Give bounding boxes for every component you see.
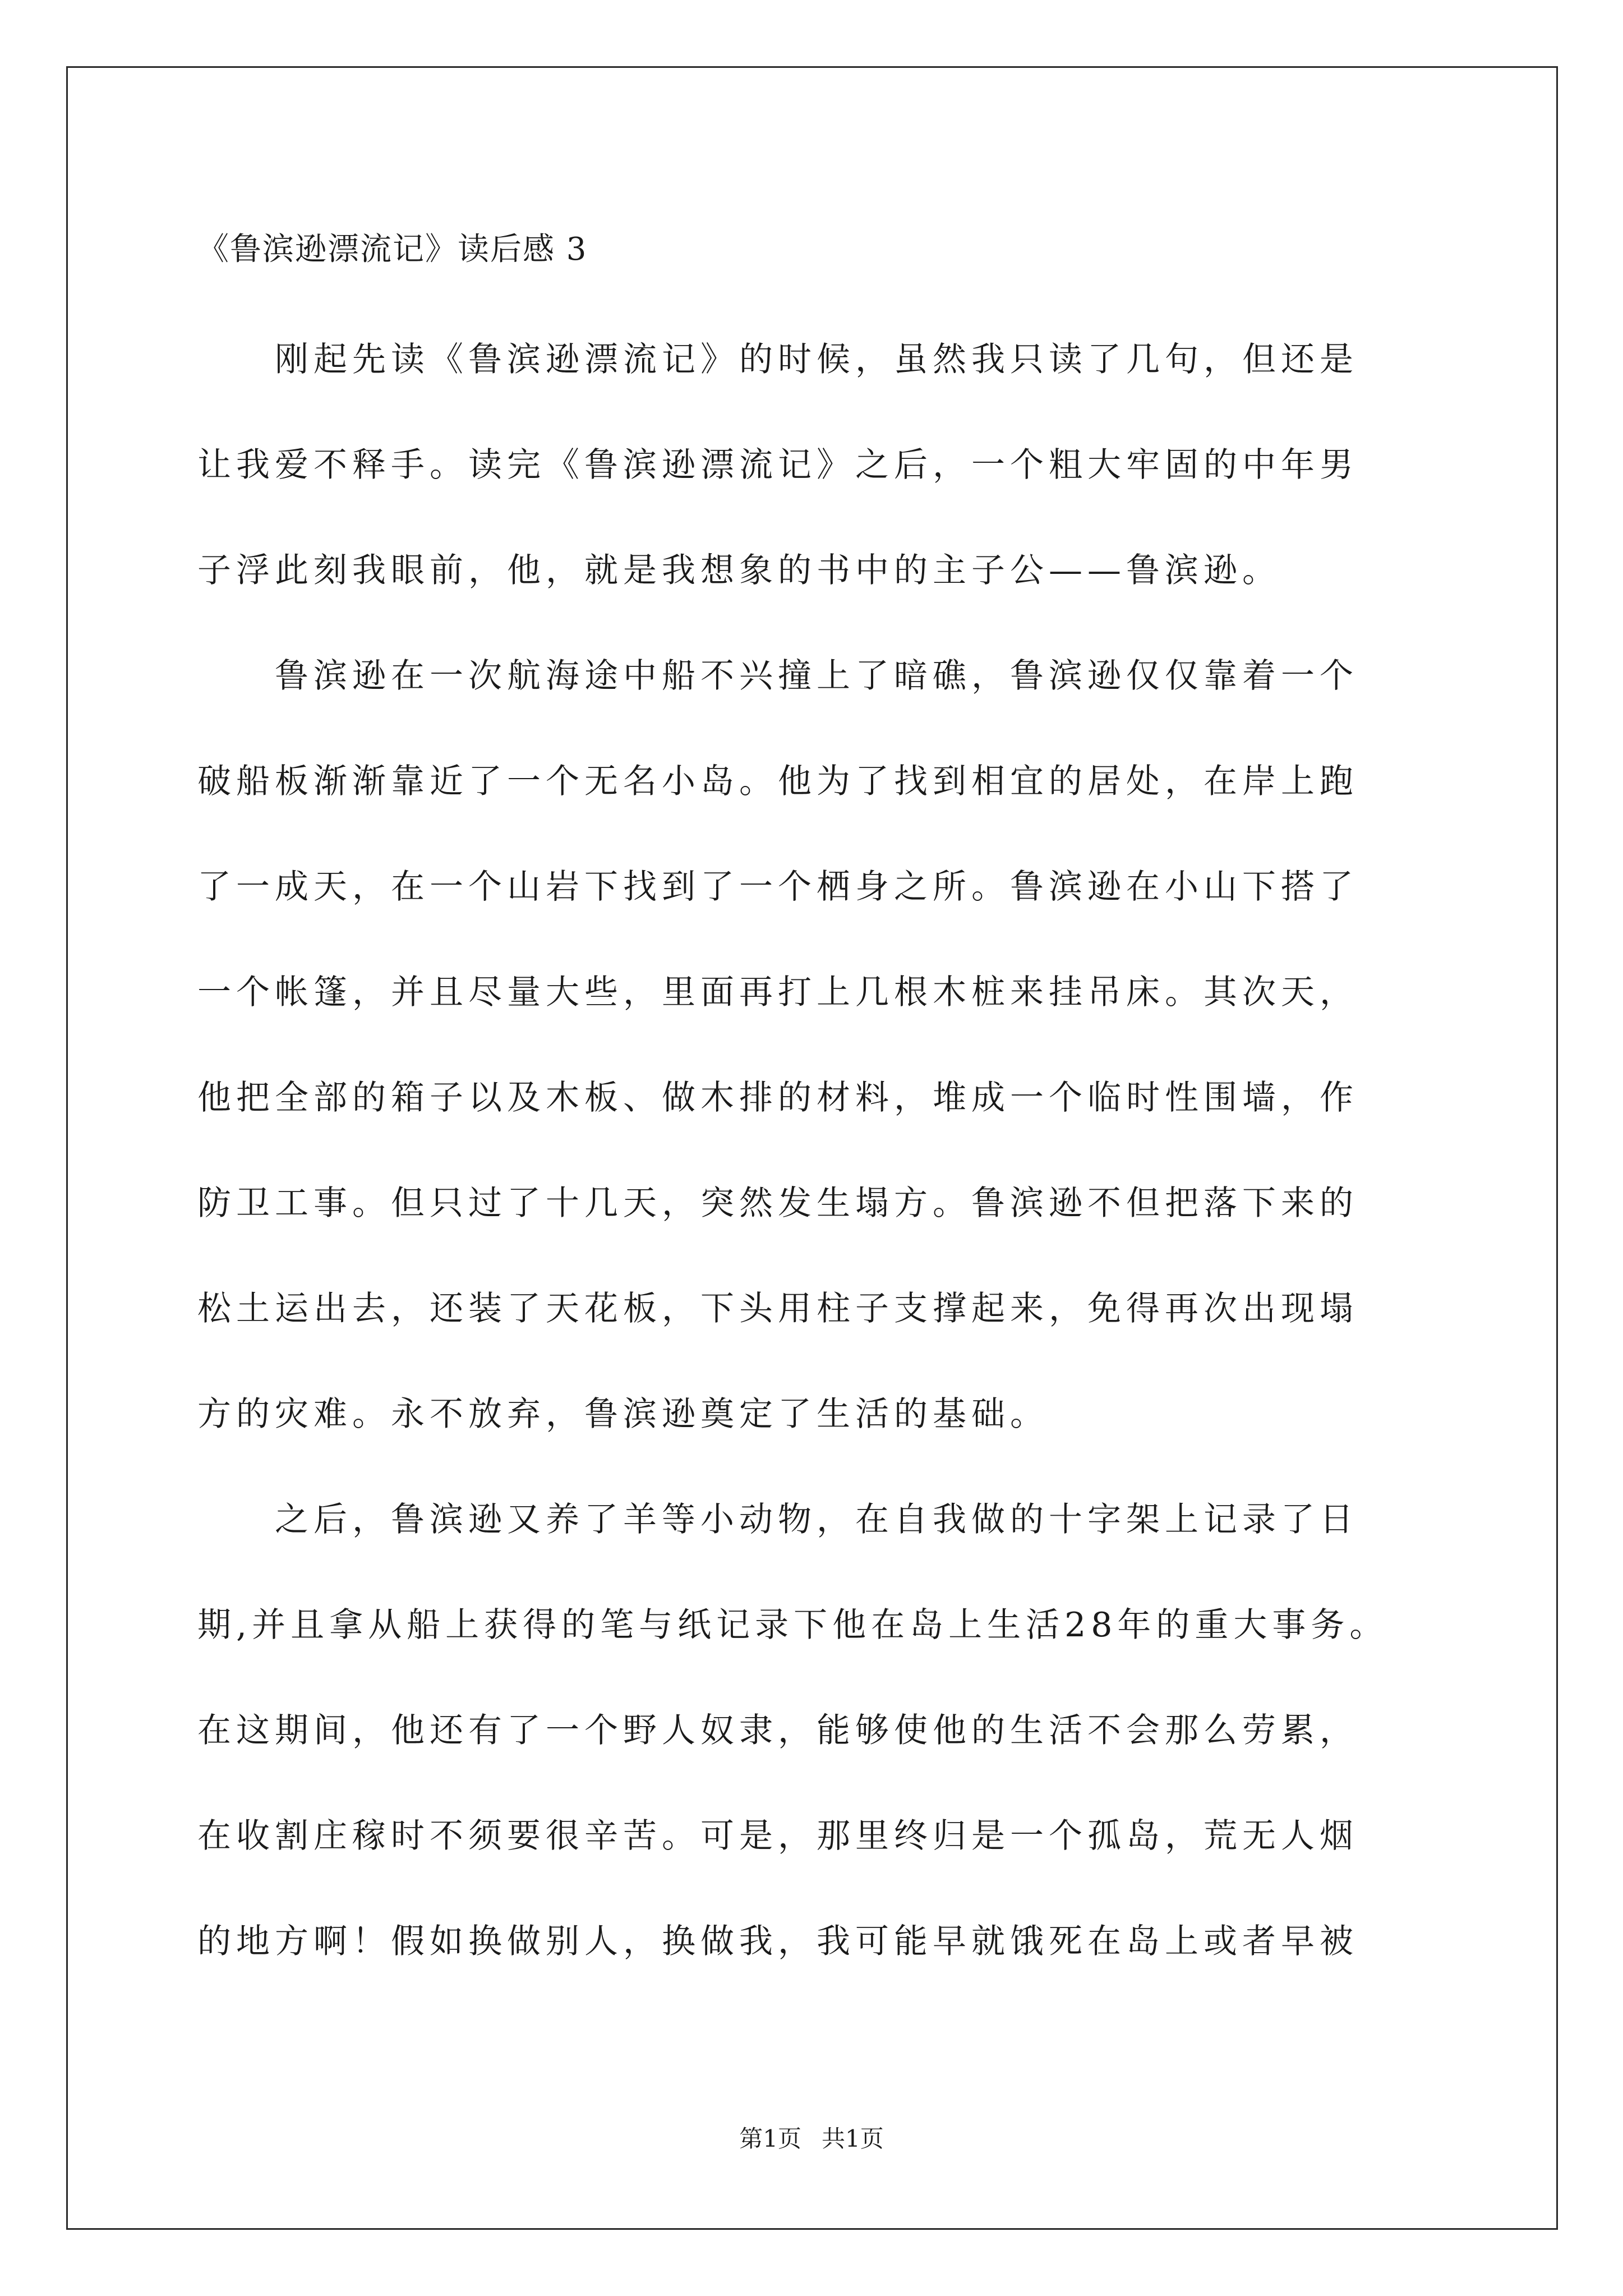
body-line: 之后，鲁滨逊又养了羊等小动物，在自我做的十字架上记录了日 bbox=[197, 1500, 1358, 1539]
body-line: 方的灾难。永不放弃，鲁滨逊奠定了生活的基础。 bbox=[197, 1395, 1049, 1434]
body-line: 在收割庄稼时不须要很辛苦。可是，那里终归是一个孤岛，荒无人烟 bbox=[197, 1816, 1358, 1856]
page-total: 共1页 bbox=[822, 2125, 884, 2152]
body-line: 了一成天，在一个山岩下找到了一个栖身之所。鲁滨逊在小山下搭了 bbox=[197, 867, 1358, 907]
body-line: 在这期间，他还有了一个野人奴隶，能够使他的生活不会那么劳累， bbox=[197, 1711, 1358, 1750]
body-line: 刚起先读《鲁滨逊漂流记》的时候，虽然我只读了几句，但还是 bbox=[197, 340, 1358, 379]
body-line: 鲁滨逊在一次航海途中船不兴撞上了暗礁，鲁滨逊仅仅靠着一个 bbox=[197, 656, 1358, 696]
body-line: 期,并且拿从船上获得的笔与纸记录下他在岛上生活28年的重大事务。 bbox=[197, 1605, 1389, 1645]
body-line: 防卫工事。但只过了十几天，突然发生塌方。鲁滨逊不但把落下来的 bbox=[197, 1184, 1358, 1223]
body-line: 子浮此刻我眼前，他，就是我想象的书中的主子公——鲁滨逊。 bbox=[197, 551, 1281, 590]
document-title: 《鲁滨逊漂流记》读后感 3 bbox=[197, 231, 588, 268]
body-line: 的地方啊！假如换做别人，换做我，我可能早就饿死在岛上或者早被 bbox=[197, 1922, 1358, 1961]
body-line: 一个帐篷，并且尽量大些，里面再打上几根木桩来挂吊床。其次天， bbox=[197, 973, 1358, 1012]
body-line: 让我爱不释手。读完《鲁滨逊漂流记》之后，一个粗大牢固的中年男 bbox=[197, 445, 1358, 485]
body-line: 他把全部的箱子以及木板、做木排的材料，堆成一个临时性围墙，作 bbox=[197, 1078, 1358, 1117]
body-line: 破船板渐渐靠近了一个无名小岛。他为了找到相宜的居处，在岸上跑 bbox=[197, 762, 1358, 801]
page-footer bbox=[0, 2123, 1623, 2155]
document-body bbox=[197, 334, 1431, 2022]
page-number: 第1页 bbox=[739, 2125, 801, 2152]
body-line: 松土运出去，还装了天花板，下头用柱子支撑起来，免得再次出现塌 bbox=[197, 1289, 1358, 1328]
